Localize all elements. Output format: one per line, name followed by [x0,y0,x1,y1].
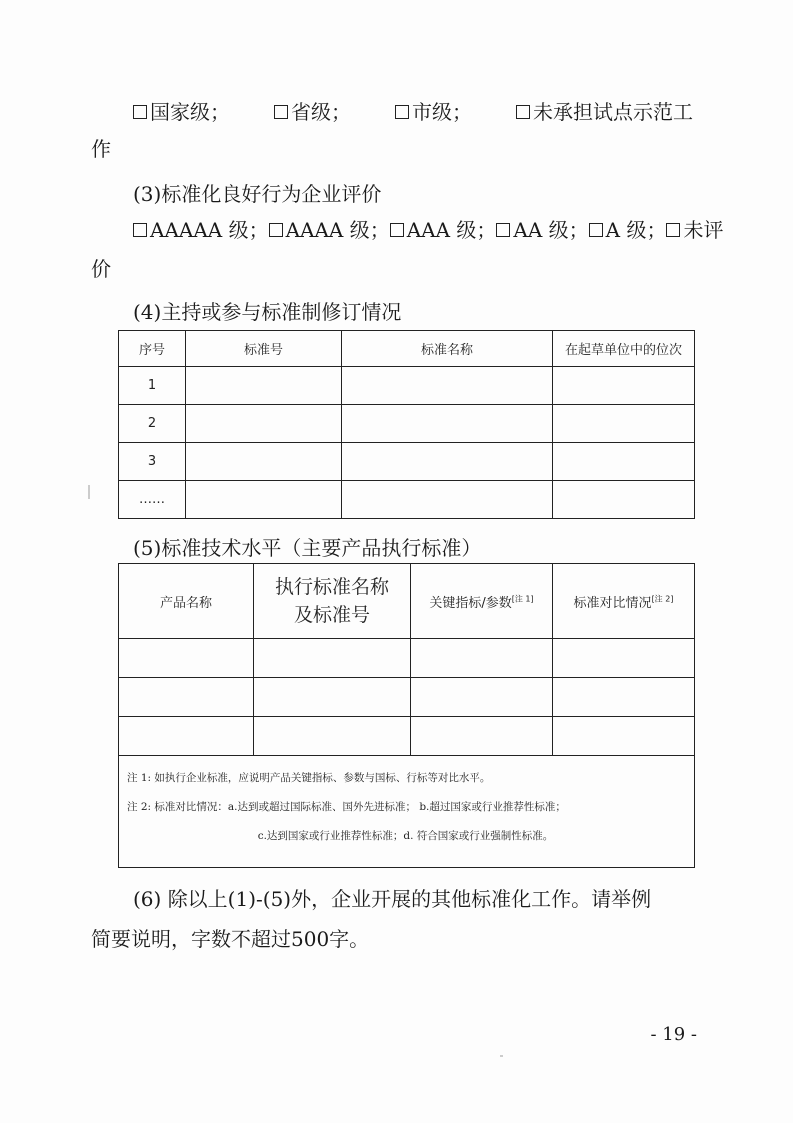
option-unrated[interactable]: 未评 [666,217,723,243]
checkbox-icon[interactable] [589,223,603,237]
comparison-cell[interactable] [553,678,695,717]
option-5a[interactable]: AAAAA 级； [133,217,269,243]
section6-line1: (6) 除以上(1)-(5)外，企业开展的其他标准化工作。请举例 [133,887,652,911]
standard-name-cell[interactable] [254,639,411,678]
header-cell: 标准号 [186,331,342,367]
row-number: 3 [119,443,186,481]
standard-no-cell[interactable] [186,481,342,519]
table-row [119,405,695,443]
checkbox-icon[interactable] [395,105,409,119]
option-2a[interactable]: AA 级； [496,217,588,243]
checkbox-icon[interactable] [274,105,288,119]
page-number: - 19 - [650,1024,697,1045]
checkbox-icon[interactable] [516,105,530,119]
table-row [119,717,695,756]
section6-line2: 简要说明，字数不超过500字。 [91,927,370,951]
option-city[interactable]: 市级； [395,99,472,125]
checkbox-icon[interactable] [496,223,510,237]
table-row [119,678,695,717]
note-1: 注 1: 如执行企业标准，应说明产品关键指标、参数与国标、行标等对比水平。 [127,772,491,784]
checkbox-icon[interactable] [390,223,404,237]
scan-speck [88,485,90,499]
section3-heading: (3)标准化良好行为企业评价 [133,182,382,206]
header-cell: 在起草单位中的位次 [553,331,695,367]
notes-row [119,756,695,868]
note-2: 注 2: 标准对比情况：a.达到或超过国际标准、国外先进标准； b.超过国家或行业推荐性标准； [127,801,566,813]
product-name-cell[interactable] [119,717,254,756]
row-number: 2 [119,405,186,443]
standard-name-cell[interactable] [254,717,411,756]
standards-table [118,330,695,519]
rating-options-row [133,217,724,243]
option-national[interactable]: 国家级； [133,99,230,125]
option-3a[interactable]: AAA 级； [390,217,497,243]
standard-no-cell[interactable] [186,405,342,443]
option-none[interactable]: 未承担试点示范工 [516,99,693,125]
comparison-cell[interactable] [553,717,695,756]
checkbox-icon[interactable] [133,223,147,237]
checkbox-icon[interactable] [666,223,680,237]
rank-cell[interactable] [553,481,695,519]
note-2-continued: c.达到国家或行业推荐性标准；d. 符合国家或行业强制性标准。 [257,830,554,842]
table-header-row [119,564,695,639]
notes-cell [119,756,695,868]
header-cell: 标准名称 [342,331,553,367]
product-name-cell[interactable] [119,639,254,678]
level-options-row [133,99,693,125]
comparison-cell[interactable] [553,639,695,678]
row-number: 1 [119,367,186,405]
rank-cell[interactable] [553,405,695,443]
level-options-wrap: 作 [91,137,111,161]
table-row [119,443,695,481]
option-1a[interactable]: A 级； [589,217,667,243]
section5-heading: (5)标准技术水平（主要产品执行标准） [133,536,482,560]
standard-name-cell[interactable] [254,678,411,717]
standard-name-cell[interactable] [342,481,553,519]
standard-no-cell[interactable] [186,443,342,481]
table-row [119,639,695,678]
header-cell: 序号 [119,331,186,367]
header-product-name: 产品名称 [119,564,254,639]
checkbox-icon[interactable] [269,223,283,237]
rank-cell[interactable] [553,443,695,481]
table-row [119,481,695,519]
standard-name-cell[interactable] [342,405,553,443]
table-header-row [119,331,695,367]
indicator-cell[interactable] [411,639,553,678]
product-standards-table [118,563,695,868]
product-name-cell[interactable] [119,678,254,717]
section4-heading: (4)主持或参与标准制修订情况 [133,300,402,324]
header-standard-name: 执行标准名称 及标准号 [254,564,411,639]
header-comparison: 标准对比情况[注 2] [553,564,695,639]
header-key-indicators: 关键指标/参数[注 1] [411,564,553,639]
option-provincial[interactable]: 省级； [274,99,351,125]
row-number: …… [119,481,186,519]
option-4a[interactable]: AAAA 级； [269,217,390,243]
checkbox-icon[interactable] [133,105,147,119]
table-row [119,367,695,405]
rating-options-wrap: 价 [91,257,111,281]
standard-name-cell[interactable] [342,367,553,405]
standard-no-cell[interactable] [186,367,342,405]
indicator-cell[interactable] [411,678,553,717]
standard-name-cell[interactable] [342,443,553,481]
indicator-cell[interactable] [411,717,553,756]
scan-speck [500,1055,503,1057]
rank-cell[interactable] [553,367,695,405]
footnote-ref: [注 2] [651,594,674,604]
footnote-ref: [注 1] [511,594,534,604]
